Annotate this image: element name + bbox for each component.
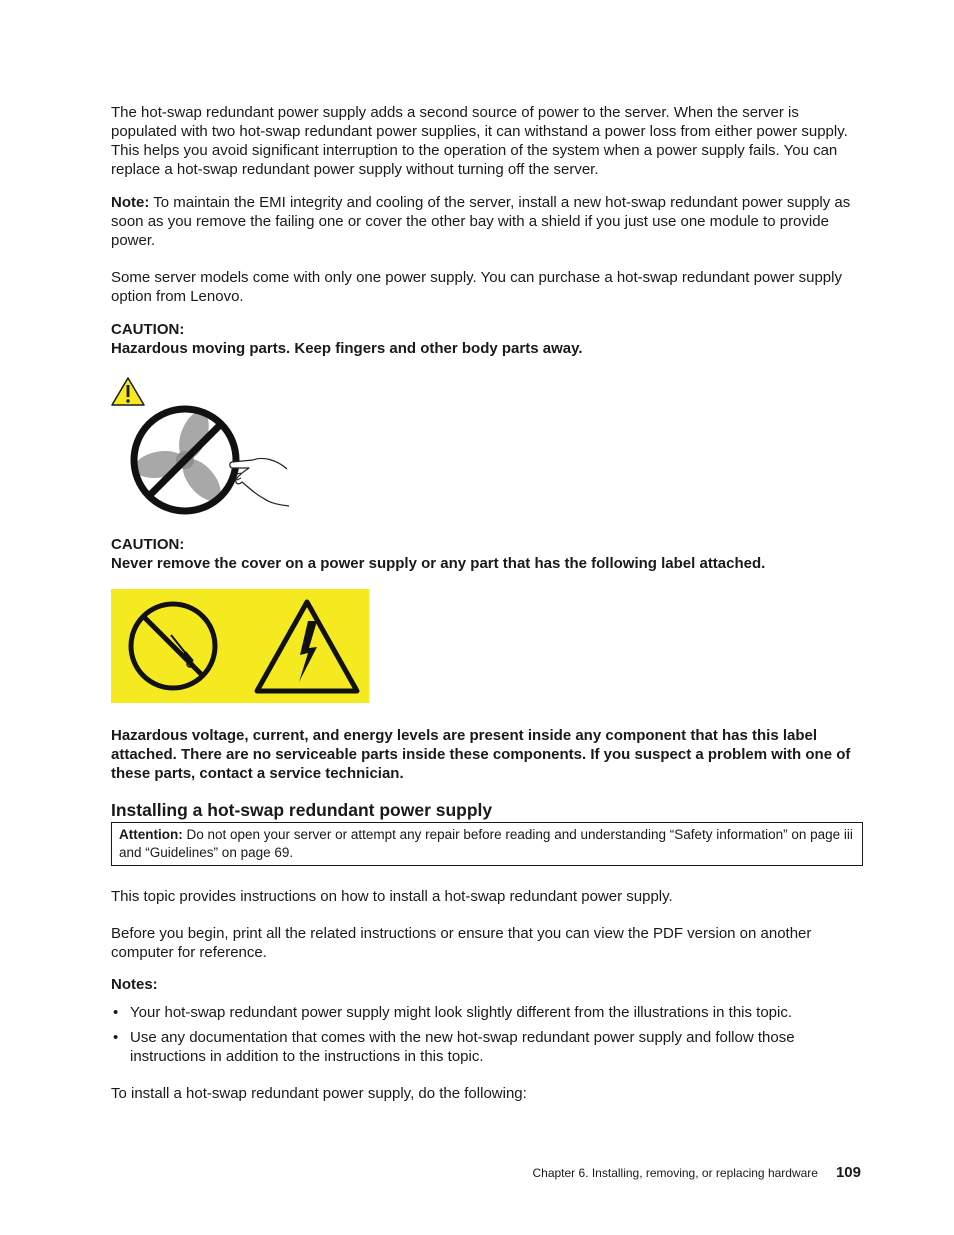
section-title: Installing a hot-swap redundant power supply xyxy=(111,800,493,820)
chapter-title: Chapter 6. Installing, removing, or replacing hardware xyxy=(532,1166,818,1180)
caution-moving-parts xyxy=(111,320,863,358)
bullet-icon: • xyxy=(113,1029,119,1046)
bullet-icon: • xyxy=(113,1004,119,1021)
note-label: Note: xyxy=(111,194,150,211)
hazard-label xyxy=(111,589,369,703)
models-paragraph: Some server models come with only one power supply. You can purchase a hot-swap redundant power supply option from Lenovo. xyxy=(111,269,842,305)
install-steps-intro: To install a hot-swap redundant power supply, do the following: xyxy=(111,1085,527,1102)
caution-text: Hazardous moving parts. Keep fingers and other body parts away. xyxy=(111,340,583,357)
attention-box xyxy=(111,822,863,866)
caution-text: Never remove the cover on a power supply or any part that has the following label attached. xyxy=(111,555,766,572)
page-footer xyxy=(111,1164,861,1182)
no-fan-hand-icon xyxy=(111,374,301,519)
list-item xyxy=(111,1003,863,1022)
list-item xyxy=(111,1028,863,1066)
before-you-begin: Before you begin, print all the related instructions or ensure that you can view the PDF version on another computer for reference. xyxy=(111,925,812,961)
topic-intro: This topic provides instructions on how to install a hot-swap redundant power supply. xyxy=(111,888,673,905)
intro-paragraph: The hot-swap redundant power supply adds a second source of power to the server. When the server is populated with two hot-swap redundant power supplies, it can withstand a power loss from either power supply. This helps you avoid significant interruption to the operation of the system when a power supply fails. You can replace a hot-swap redundant power supply without turning off the server. xyxy=(111,104,848,178)
warning-triangle-icon xyxy=(112,378,144,405)
notes-label: Notes: xyxy=(111,976,158,993)
list-item-text: Use any documentation that comes with the new hot-swap redundant power supply and follow those instructions in addition to the instructions in this topic. xyxy=(130,1029,795,1065)
caution-label: CAUTION: xyxy=(111,536,185,553)
note-paragraph xyxy=(111,193,863,250)
caution-power-supply-cover xyxy=(111,535,863,573)
hazard-warning-text: Hazardous voltage, current, and energy levels are present inside any component that has this label attached. There are no serviceable parts inside these components. If you suspect a problem with one of these parts, contact a service technician. xyxy=(111,727,851,782)
note-text: To maintain the EMI integrity and cooling of the server, install a new hot-swap redundant power supply as soon as you remove the failing one or cover the other bay with a shield if you just use one module to provide power. xyxy=(111,194,851,249)
caution-label: CAUTION: xyxy=(111,321,185,338)
list-item-text: Your hot-swap redundant power supply might look slightly different from the illustrations in this topic. xyxy=(130,1004,793,1021)
attention-text: Do not open your server or attempt any repair before reading and understanding “Safety information” on page iii and “Guidelines” on page 69. xyxy=(119,827,853,860)
page-number: 109 xyxy=(835,1164,861,1181)
attention-label: Attention: xyxy=(119,827,183,842)
